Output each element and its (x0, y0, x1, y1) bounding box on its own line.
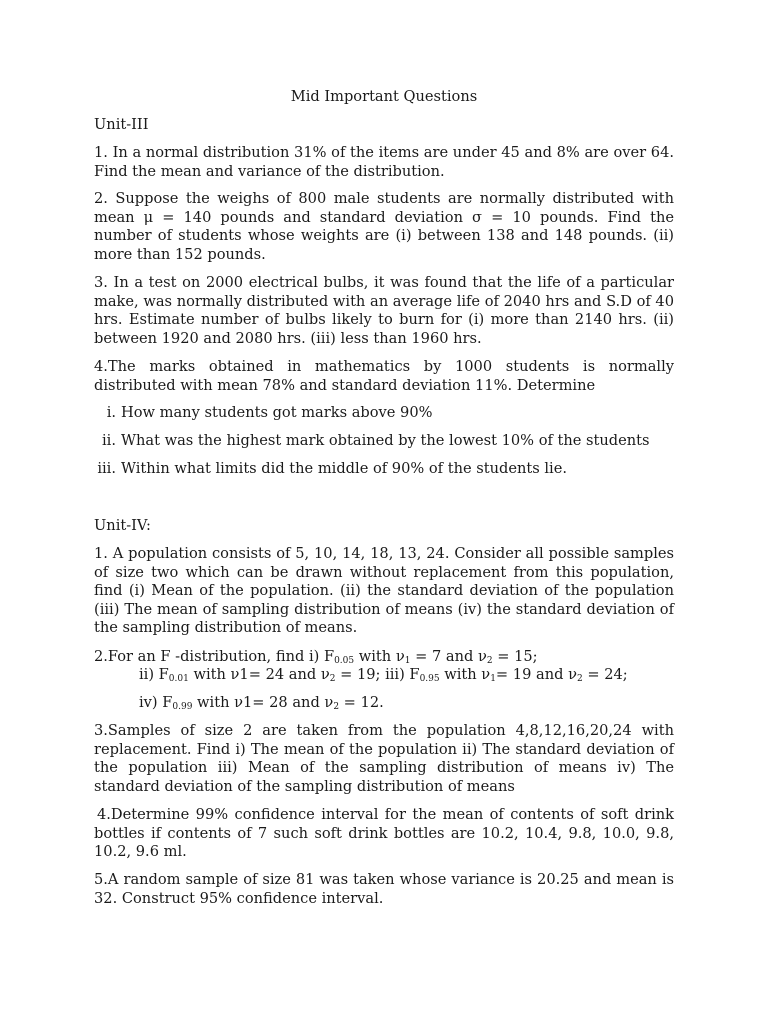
unit4-question-2-line-3: iv) $F_{0.99}$ with ν1= 28 and $\nu_2 = 12$. (139, 694, 384, 712)
unit4-question-3: 3.Samples of size 2 are taken from the population 4,8,12,16,20,24 with replacement. Find i) The mean of the population ii) The standard deviation of the population iii) Mean of the sampling distribution of means iv) The standard deviation of the sampling distribution of means (94, 722, 674, 795)
list-item (90, 432, 650, 451)
list-item (90, 460, 567, 479)
unit3-question-1: 1. In a normal distribution 31% of the items are under 45 and 8% are over 64. Find the mean and variance of the distribution. (94, 144, 674, 180)
unit4-question-1: 1. A population consists of 5, 10, 14, 18, 13, 24. Consider all possible samples of size two which can be drawn without replacement from this population, find (i) Mean of the population. (ii) the standard deviation of the population (iii) The mean of sampling distribution of means (iv) the standard deviation of the sampling distribution of means. (94, 545, 674, 637)
unit4-question-5: 5.A random sample of size 81 was taken whose variance is 20.25 and mean is 32. Construct 95% confidence interval. (94, 871, 674, 907)
unit4-heading: Unit-IV: (94, 517, 151, 534)
page-title: Mid Important Questions (290, 88, 478, 105)
unit4-question-4: 4.Determine 99% confidence interval for the mean of contents of soft drink bottles if contents of 7 such soft drink bottles are 10.2, 10.4, 9.8, 10.0, 9.8, 10.2, 9.6 ml. (94, 806, 674, 861)
list-item (90, 404, 433, 423)
unit4-question-2-line-2: ii) $F_{0.01}$ with ν1= 24 and $\nu_2 = 19$; iii) $F_{0.95}$ with $\nu_1= 19$ and $\nu_2 = 24$; (139, 666, 628, 684)
list-item-number: ii. (102, 432, 116, 449)
list-item-number: iii. (97, 460, 116, 477)
unit3-question-3: 3. In a test on 2000 electrical bulbs, it was found that the life of a particular make, was normally distributed with an average life of 2040 hrs and S.D of 40 hrs. Estimate number of bulbs likely to burn for (i) more than 2140 hrs. (ii) between 1920 and 2080 hrs. (iii) less than 1960 hrs. (94, 274, 674, 347)
list-item-text: Within what limits did the middle of 90% of the students lie. (121, 460, 567, 477)
unit3-question-2: 2. Suppose the weighs of 800 male students are normally distributed with mean μ = 140 pounds and standard deviation σ = 10 pounds. Find the number of students whose weights are (i) between 138 and 148 pounds. (ii) more than 152 pounds. (94, 190, 674, 263)
list-item-number: i. (106, 404, 116, 421)
unit3-heading: Unit-III (94, 116, 149, 133)
unit4-question-2-line-1: 2.For an F -distribution, find i) $F_{0.05}$ with $\nu_1 = 7$ and $\nu_2 = 15$; (94, 648, 538, 666)
list-item-text: What was the highest mark obtained by the lowest 10% of the students (121, 432, 650, 449)
unit3-question-4: 4.The marks obtained in mathematics by 1000 students is normally distributed with mean 78% and standard deviation 11%. Determine (94, 358, 674, 394)
list-item-text: How many students got marks above 90% (121, 404, 433, 421)
